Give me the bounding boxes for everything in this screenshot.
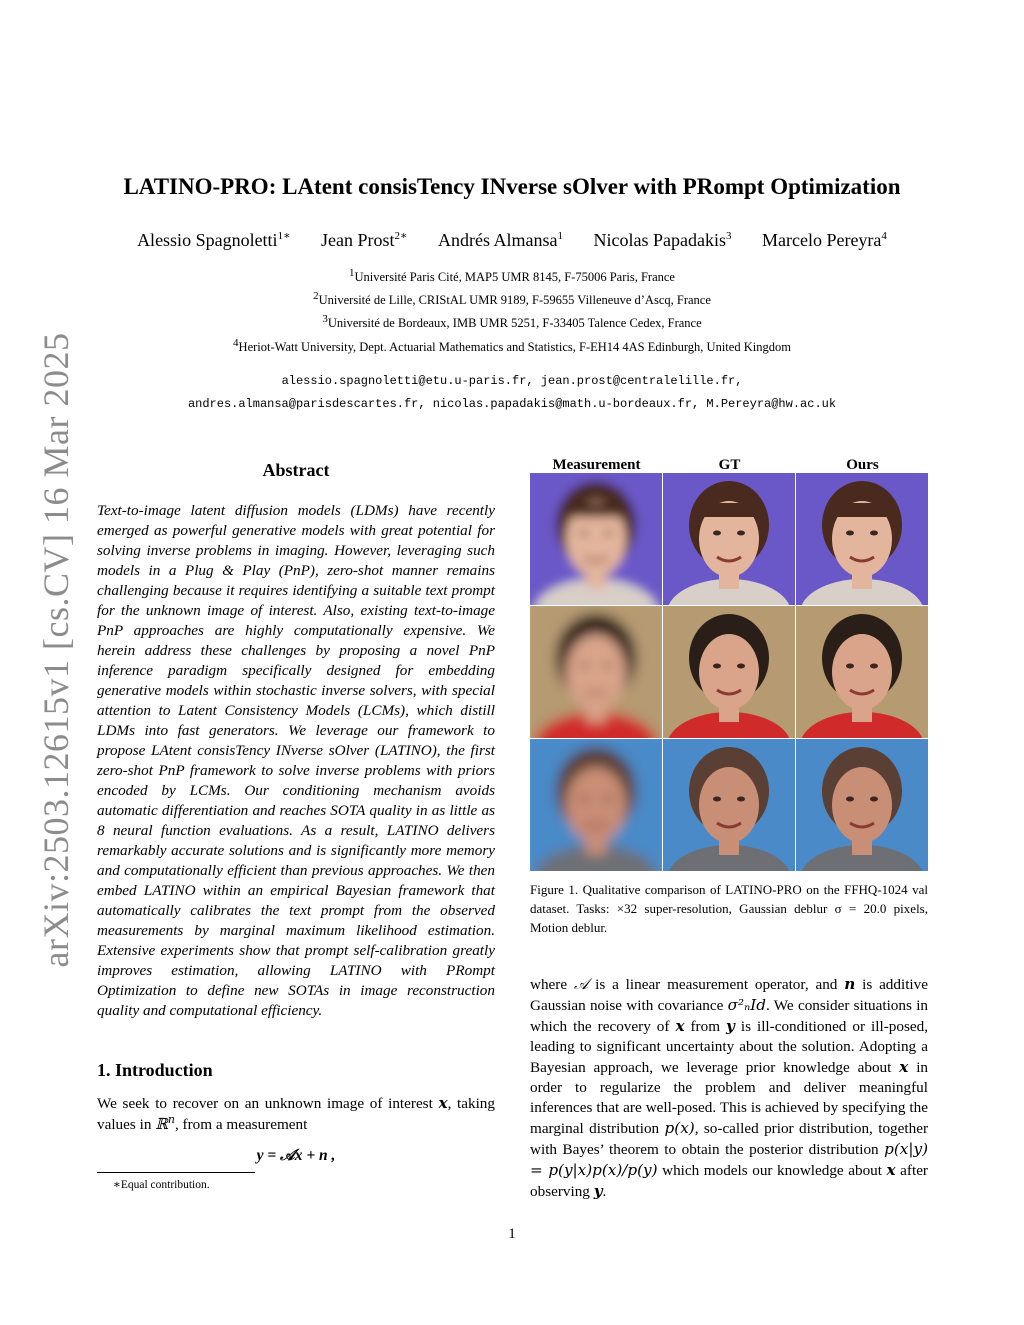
equation: y = 𝒜x + n , <box>256 1147 336 1164</box>
affiliation: $^4$Heriot-Watt University, Dept. Actuarial Mathematics and Statistics, F-EH14 4AS Edinburgh, United Kingdom <box>233 336 791 354</box>
figure-image <box>663 606 795 738</box>
figure-image <box>663 739 795 871</box>
figure-column-header: Ours <box>846 457 879 473</box>
body-paragraph: where 𝒜 is a linear measurement operator, and n is additive Gaussian noise with covariance σ²ₙId. We consider situations in which the recovery of x from y is ill-conditioned or ill-posed, leading to significant uncertainty about the solution. Adopting a Bayesian approach, we leverage prior knowledge about x in order to regularize the problem and deliver meaningful inferences that are well-posed. This is achieved by specifying the marginal distribution p(x), so-called prior distribution, together with Bayes’ theorem to obtain the posterior distribution p(x|y) = p(y|x)p(x)/p(y) which models our knowledge about x after observing y. <box>530 975 929 1200</box>
intro-paragraph: We seek to recover on an unknown image of interest x, taking values in ℝ$^n$, from a measurement <box>97 1094 495 1133</box>
affiliation: $^1$Université Paris Cité, MAP5 UMR 8145, F-75006 Paris, France <box>349 266 675 284</box>
figure-column-header: Measurement <box>552 457 641 473</box>
figure-image <box>796 473 928 605</box>
author: Jean Prost$^{2∗}$ <box>321 230 408 250</box>
abstract-text: Text-to-image latent diffusion models (LDMs) have recently emerged as powerful generative models with great potential for solving inverse problems in imaging. However, leveraging such models in a Plug & Play (PnP), zero-shot manner remains challenging because it requires identifying a suitable text prompt for the unknown image of interest. Also, existing text-to-image PnP approaches are highly computationally expensive. We herein address these challenges by proposing a novel PnP inference paradigm specifically designed for embedding generative models within stochastic inverse solvers, with special attention to Latent Consistency Models (LCMs), which distill LDMs into fast generators. We leverage our framework to propose LAtent consisTency INverse sOlver (LATINO), the first zero-shot PnP framework to solve inverse problems with priors encoded by LCMs. Our conditioning mechanism avoids automatic differentiation and reaches SOTA quality in as little as 8 neural function evaluations. As a result, LATINO delivers remarkably accurate solutions and is significantly more memory and computationally efficient than previous approaches. We then embed LATINO within an empirical Bayesian framework that automatically calibrates the text prompt from the observed measurements by marginal maximum likelihood estimation. Extensive experiments show that prompt self-calibration greatly improves estimation, allowing LATINO with PRompt Optimization to define new SOTAs in image reconstruction quality and computational efficiency. <box>97 502 495 1019</box>
author: Alessio Spagnoletti$^{1∗}$ <box>137 230 291 250</box>
figure-image <box>796 739 928 871</box>
affiliation: $^2$Université de Lille, CRIStAL UMR 9189, F-59655 Villeneuve d’Ascq, France <box>313 289 711 307</box>
footnote-rule <box>97 1172 255 1173</box>
figure-image <box>663 473 795 605</box>
author-list <box>0 230 1024 251</box>
arxiv-stamp: arXiv:2503.12615v1 [cs.CV] 16 Mar 2025 <box>36 332 76 968</box>
section-heading: 1. Introduction <box>97 1060 213 1080</box>
affiliation: $^3$Université de Bordeaux, IMB UMR 5251, F-33405 Talence Cedex, France <box>322 312 702 330</box>
figure-column-header: GT <box>718 457 741 473</box>
email-line: andres.almansa@parisdescartes.fr, nicolas.papadakis@math.u-bordeaux.fr, M.Pereyra@hw.ac.uk <box>187 397 837 411</box>
author: Marcelo Pereyra$^4$ <box>761 230 887 250</box>
figure-image <box>530 473 662 605</box>
page-number: 1 <box>508 1226 516 1242</box>
author: Nicolas Papadakis$^3$ <box>593 230 732 250</box>
figure-image <box>530 739 662 871</box>
abstract-heading: Abstract <box>262 460 330 480</box>
footnote: ∗Equal contribution. <box>113 1179 210 1191</box>
paper-title: LATINO-PRO: LAtent consisTency INverse sOlver with PRompt Optimization <box>123 174 901 199</box>
email-line: alessio.spagnoletti@etu.u-paris.fr, jean.prost@centralelille.fr, <box>281 374 743 388</box>
figure-caption: Figure 1. Qualitative comparison of LATINO-PRO on the FFHQ-1024 val dataset. Tasks: ×32 super-resolution, Gaussian deblur σ = 20.0 pixels, Motion deblur. <box>530 882 928 935</box>
author: Andrés Almansa$^1$ <box>438 230 564 250</box>
figure-image <box>796 606 928 738</box>
figure-image <box>530 606 662 738</box>
